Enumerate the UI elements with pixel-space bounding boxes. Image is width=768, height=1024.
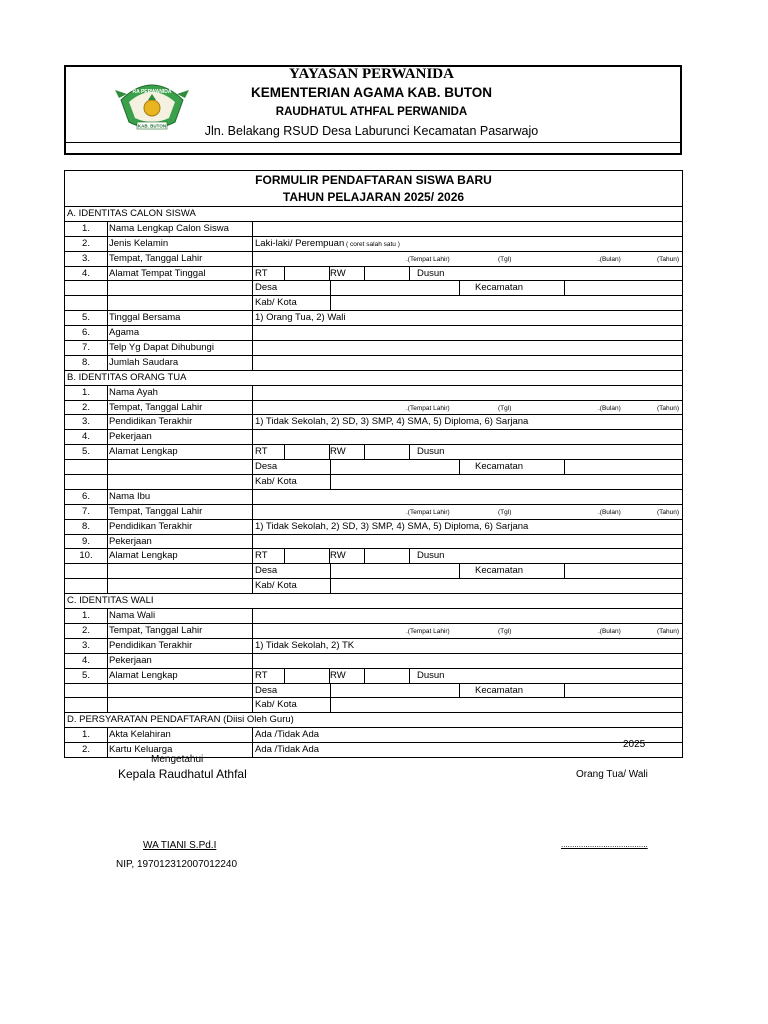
row-number: 3.: [65, 252, 108, 266]
form-title-line1: FORMULIR PENDAFTARAN SISWA BARU: [255, 173, 492, 187]
dob-field[interactable]: [254, 505, 682, 519]
head-nip: NIP, 197012312007012240: [116, 859, 238, 870]
desa-label: Desa: [254, 460, 331, 474]
kecamatan-label: Kecamatan: [459, 281, 565, 295]
row-number: 2.: [65, 624, 108, 638]
rw-input: [364, 445, 410, 459]
rt-label: RT: [254, 549, 285, 563]
yayasan-title: YAYASAN PERWANIDA: [289, 66, 454, 82]
row-label: [108, 281, 253, 295]
row-label: Nama Ibu: [108, 490, 253, 504]
row-number: 8.: [65, 356, 108, 370]
kab-input: [330, 698, 682, 712]
family-card-field[interactable]: Ada /Tidak Ada: [255, 744, 320, 756]
rw-label: RW: [329, 549, 365, 563]
rt-input: [284, 669, 330, 683]
form-row: [65, 654, 682, 669]
row-number: [65, 281, 108, 295]
row-label: Pendidikan Terakhir: [108, 520, 253, 534]
form-row: [65, 609, 682, 624]
form-row: [65, 356, 682, 371]
form-row: [65, 415, 682, 430]
row-number: 10.: [65, 549, 108, 563]
kecamatan-input: [549, 281, 682, 295]
kab-input: [330, 475, 682, 489]
kecamatan-label: Kecamatan: [459, 460, 565, 474]
day-caption: (Tgl): [498, 404, 512, 412]
year-caption: (Tahun): [657, 508, 680, 516]
row-label: Pekerjaan: [108, 430, 253, 444]
kab-label: Kab/ Kota: [254, 475, 331, 489]
ra-title: RAUDHATUL ATHFAL PERWANIDA: [275, 106, 468, 118]
row-number: [65, 564, 108, 578]
row-number: 5.: [65, 669, 108, 683]
logo-text-top: RA PERWANIDA: [132, 89, 172, 95]
row-label: [108, 475, 253, 489]
row-number: 8.: [65, 520, 108, 534]
living-with-field[interactable]: 1) Orang Tua, 2) Wali: [255, 312, 346, 324]
address-row-1: [65, 267, 682, 282]
row-label: Alamat Lengkap: [108, 549, 253, 563]
row-number: 2.: [65, 743, 108, 757]
address-row-2: [65, 460, 682, 475]
row-label: Tinggal Bersama: [108, 311, 253, 325]
form-row: [65, 222, 682, 237]
address-row-3: [65, 698, 682, 713]
kecamatan-label: Kecamatan: [459, 684, 565, 698]
desa-label: Desa: [254, 684, 331, 698]
gender-field[interactable]: [254, 237, 682, 251]
father-name-field[interactable]: [254, 386, 682, 400]
desa-input: [330, 684, 460, 698]
dob-row: [65, 401, 682, 416]
desa-label: Desa: [254, 281, 331, 295]
birthplace-caption: .(Tempat Lahir): [406, 255, 450, 263]
kab-label: Kab/ Kota: [254, 579, 331, 593]
parent-guardian-label: Orang Tua/ Wali: [576, 769, 648, 780]
day-caption: (Tgl): [498, 255, 512, 263]
row-label: Jenis Kelamin: [108, 237, 253, 251]
guardian-education-field[interactable]: 1) Tidak Sekolah, 2) TK: [255, 639, 355, 651]
row-label: Alamat Lengkap: [108, 445, 253, 459]
row-label: Alamat Tempat Tinggal: [108, 267, 253, 281]
section-header: [65, 207, 682, 222]
year-caption: (Tahun): [657, 404, 680, 412]
address-row-2: [65, 564, 682, 579]
row-number: 5.: [65, 311, 108, 325]
row-number: [65, 684, 108, 698]
mother-job-field[interactable]: [254, 535, 682, 549]
kab-input: [330, 296, 682, 310]
form-row: [65, 237, 682, 252]
form-row: [65, 535, 682, 550]
rt-input: [284, 267, 330, 281]
row-label: Telp Yg Dapat Dihubungi: [108, 341, 253, 355]
rw-input: [364, 669, 410, 683]
address-row-1: [65, 445, 682, 460]
row-label: [108, 698, 253, 712]
row-number: 6.: [65, 490, 108, 504]
logo-text-bottom: KAB. BUTON: [137, 123, 167, 129]
row-number: [65, 698, 108, 712]
dusun-label: Dusun: [417, 267, 445, 279]
kab-input: [330, 579, 682, 593]
dob-field[interactable]: [254, 624, 682, 638]
row-label: Jumlah Saudara: [108, 356, 253, 370]
row-label: Tempat, Tanggal Lahir: [108, 624, 253, 638]
address-row-2: [65, 281, 682, 296]
row-label: Tempat, Tanggal Lahir: [108, 252, 253, 266]
year-caption: (Tahun): [657, 627, 680, 635]
address-row-3: [65, 475, 682, 490]
row-label: Nama Lengkap Calon Siswa: [108, 222, 253, 236]
dob-row: [65, 252, 682, 267]
row-label: [108, 684, 253, 698]
row-label: [108, 564, 253, 578]
birthplace-caption: .(Tempat Lahir): [406, 404, 450, 412]
siblings-field[interactable]: [254, 356, 682, 370]
form-row: [65, 311, 682, 326]
row-label: [108, 460, 253, 474]
kecamatan-input: [549, 684, 682, 698]
row-label: Agama: [108, 326, 253, 340]
form-row: [65, 326, 682, 341]
row-label: Alamat Lengkap: [108, 669, 253, 683]
row-number: [65, 460, 108, 474]
father-education-field[interactable]: 1) Tidak Sekolah, 2) SD, 3) SMP, 4) SMA, 5) Diploma, 6) Sarjana: [255, 416, 529, 428]
rt-label: RT: [254, 445, 285, 459]
dusun-label: Dusun: [417, 669, 445, 681]
form-row: [65, 386, 682, 401]
address-row-2: [65, 684, 682, 699]
row-label: Pekerjaan: [108, 654, 253, 668]
section-header: [65, 371, 682, 386]
row-number: [65, 579, 108, 593]
gender-note: ( coret salah satu ): [344, 240, 400, 248]
form-title-line2: TAHUN PELAJARAN 2025/ 2026: [282, 190, 465, 204]
birthplace-caption: .(Tempat Lahir): [406, 627, 450, 635]
row-number: 1.: [65, 609, 108, 623]
gender-options: Laki-laki/ Perempuan: [255, 237, 345, 249]
row-number: 2.: [65, 237, 108, 251]
child-name-field[interactable]: [254, 222, 682, 236]
kecamatan-input: [549, 564, 682, 578]
mother-education-field[interactable]: 1) Tidak Sekolah, 2) SD, 3) SMP, 4) SMA, 5) Diploma, 6) Sarjana: [255, 520, 529, 532]
form-row: [65, 430, 682, 445]
birth-certificate-field[interactable]: Ada /Tidak Ada: [255, 729, 320, 741]
dob-row: [65, 505, 682, 520]
row-number: 5.: [65, 445, 108, 459]
rt-label: RT: [254, 669, 285, 683]
letterhead-divider: [66, 142, 680, 143]
religion-field[interactable]: [254, 326, 682, 340]
row-number: 3.: [65, 639, 108, 653]
kecamatan-input: [549, 460, 682, 474]
address-row-1: [65, 669, 682, 684]
kab-label: Kab/ Kota: [254, 296, 331, 310]
month-caption: .(Bulan): [598, 508, 621, 516]
head-title-label: Kepala Raudhatul Athfal: [118, 767, 247, 781]
dusun-label: Dusun: [417, 550, 445, 562]
row-number: [65, 475, 108, 489]
birthplace-caption: .(Tempat Lahir): [406, 508, 450, 516]
row-number: 1.: [65, 728, 108, 742]
row-number: 4.: [65, 267, 108, 281]
address-row-1: [65, 549, 682, 564]
rt-label: RT: [254, 267, 285, 281]
desa-input: [330, 460, 460, 474]
dob-field[interactable]: [254, 252, 682, 266]
form-row: [65, 639, 682, 654]
row-number: [65, 296, 108, 310]
section-b-title: B. IDENTITAS ORANG TUA: [67, 371, 187, 383]
address-row-3: [65, 579, 682, 594]
section-header: [65, 713, 682, 728]
dob-row: [65, 624, 682, 639]
row-number: 3.: [65, 415, 108, 429]
day-caption: (Tgl): [498, 508, 512, 516]
address-row-3: [65, 296, 682, 311]
guardian-job-field[interactable]: [254, 654, 682, 668]
row-number: 2.: [65, 401, 108, 415]
desa-input: [330, 564, 460, 578]
form-row: [65, 728, 682, 743]
month-caption: .(Bulan): [598, 627, 621, 635]
section-header: [65, 594, 682, 609]
row-label: Akta Kelahiran: [108, 728, 253, 742]
phone-field[interactable]: [254, 341, 682, 355]
row-number: 1.: [65, 386, 108, 400]
parent-signature-line[interactable]: .......................................: [561, 840, 648, 849]
row-label: Kartu Keluarga: [108, 743, 253, 757]
father-job-field[interactable]: [254, 430, 682, 444]
row-label: Tempat, Tanggal Lahir: [108, 401, 253, 415]
form-row: [65, 490, 682, 505]
form-title: [65, 171, 682, 207]
row-number: 4.: [65, 430, 108, 444]
section-a-title: A. IDENTITAS CALON SISWA: [67, 208, 196, 219]
row-label: [108, 579, 253, 593]
rw-label: RW: [329, 445, 365, 459]
row-number: 4.: [65, 654, 108, 668]
row-label: Pendidikan Terakhir: [108, 639, 253, 653]
kecamatan-label: Kecamatan: [459, 564, 565, 578]
mengetahui-label: Mengetahui: [151, 754, 204, 765]
rw-label: RW: [329, 267, 365, 281]
school-address: Jln. Belakang RSUD Desa Laburunci Kecamatan Pasarwajo: [204, 124, 539, 138]
signature-year: 2025: [623, 739, 646, 750]
rw-label: RW: [329, 669, 365, 683]
kab-label: Kab/ Kota: [254, 698, 331, 712]
dusun-label: Dusun: [417, 446, 445, 458]
section-d-title: D. PERSYARATAN PENDAFTARAN (Diisi Oleh Guru): [67, 714, 294, 726]
desa-input: [330, 281, 460, 295]
row-number: 1.: [65, 222, 108, 236]
rw-input: [364, 267, 410, 281]
row-number: 9.: [65, 535, 108, 549]
month-caption: .(Bulan): [598, 404, 621, 412]
day-caption: (Tgl): [498, 627, 512, 635]
row-label: Nama Ayah: [108, 386, 253, 400]
section-c-title: C. IDENTITAS WALI: [67, 595, 154, 607]
guardian-name-field[interactable]: [254, 609, 682, 623]
year-caption: (Tahun): [657, 255, 680, 263]
row-number: 7.: [65, 505, 108, 519]
registration-form: [64, 170, 683, 758]
form-row: [65, 341, 682, 356]
row-number: 6.: [65, 326, 108, 340]
mother-name-field[interactable]: [254, 490, 682, 504]
month-caption: .(Bulan): [598, 255, 621, 263]
row-label: [108, 296, 253, 310]
kemenag-title: KEMENTERIAN AGAMA KAB. BUTON: [251, 85, 492, 100]
row-label: Nama Wali: [108, 609, 253, 623]
row-label: Pendidikan Terakhir: [108, 415, 253, 429]
head-name: WA TIANI S.Pd.I: [143, 840, 217, 851]
rt-input: [284, 549, 330, 563]
dob-field[interactable]: [254, 401, 682, 415]
rt-input: [284, 445, 330, 459]
desa-label: Desa: [254, 564, 331, 578]
row-number: 7.: [65, 341, 108, 355]
row-label: Pekerjaan: [108, 535, 253, 549]
rw-input: [364, 549, 410, 563]
row-label: Tempat, Tanggal Lahir: [108, 505, 253, 519]
form-row: [65, 520, 682, 535]
